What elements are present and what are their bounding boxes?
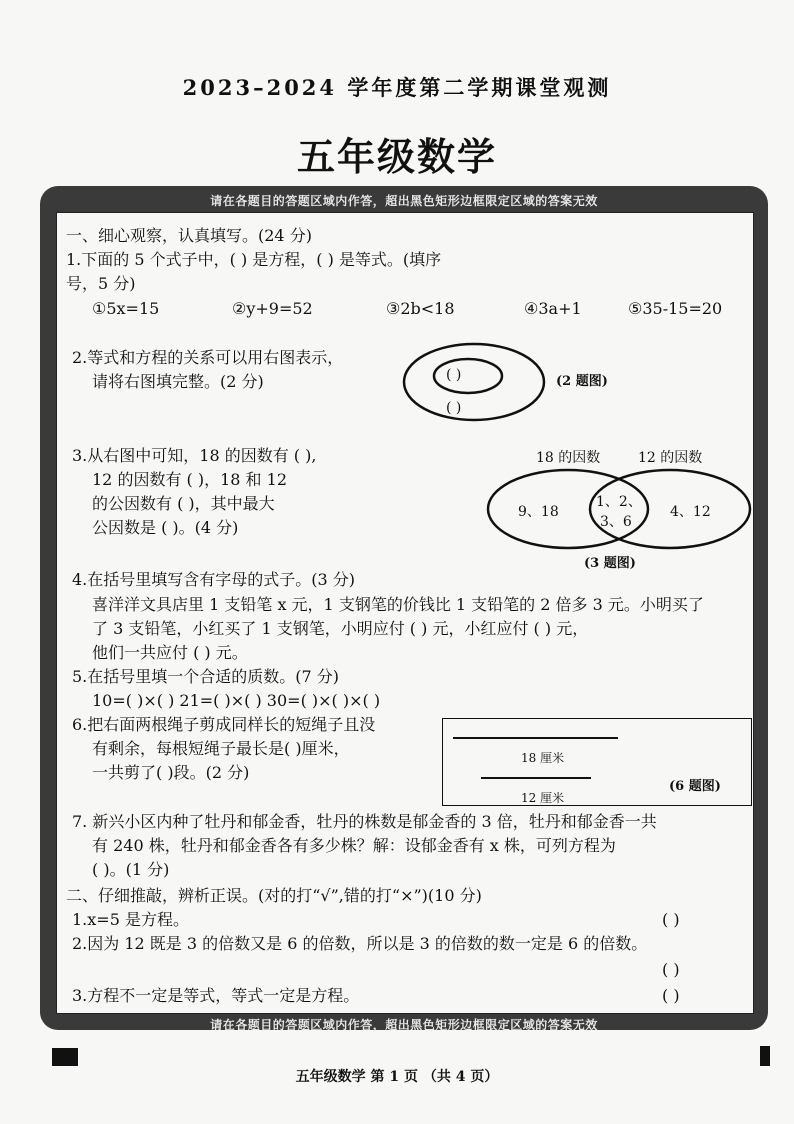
q6-caption: (6 题图) [669, 779, 721, 794]
q2-line2: 请将右图填完整。(2 分) [92, 372, 264, 391]
page-footer: 五年级数学 第 1 页 （共 4 页） [295, 1069, 499, 1085]
q2-caption: (2 题图) [556, 374, 608, 389]
school-year-title: 2023–2024 学年度第二学期课堂观测 [182, 75, 612, 100]
q7-line1: 7. 新兴小区内种了牡丹和郁金香，牡丹的株数是郁金香的 3 倍，牡丹和郁金香一共 [72, 812, 657, 831]
q6-line1: 6.把右面两根绳子剪成同样长的短绳子且没 [72, 715, 376, 734]
q4-line2: 喜洋洋文具店里 1 支铅笔 x 元，1 支钢笔的价钱比 1 支铅笔的 2 倍多 3 元。小明买了 [92, 595, 704, 614]
q2-venn-diagram [400, 340, 550, 426]
rope-18cm [453, 737, 618, 739]
q1-line2: 号，5 分) [66, 274, 136, 293]
q1-option-1: ①5x=15 [92, 299, 160, 318]
q3-common-row2: 3、6 [600, 514, 632, 530]
q3-common-row1: 1、2、 [596, 494, 642, 510]
q1-option-3: ③2b<18 [386, 299, 455, 318]
section1-heading: 一、细心观察，认真填写。(24 分) [66, 226, 312, 245]
notice-top: 请在各题目的答题区域内作答，超出黑色矩形边框限定区域的答案无效 [210, 194, 598, 208]
q2-inner-blank[interactable]: ( ) [446, 367, 462, 383]
q4-line1: 4.在括号里填写含有字母的式子。(3 分) [72, 570, 356, 589]
page-title: 五年级数学 [296, 134, 497, 179]
s2-q3-answer[interactable]: ( ) [662, 986, 680, 1005]
q1-option-2: ②y+9=52 [232, 299, 313, 318]
alignment-mark-left [52, 1048, 78, 1066]
s2-q3: 3.方程不一定是等式，等式一定是方程。 [72, 986, 360, 1005]
q3-label-12: 12 的因数 [638, 450, 703, 466]
q3-line3: 的公因数有 ( )，其中最大 [92, 494, 275, 513]
q7-line2: 有 240 株，牡丹和郁金香各有多少株？解：设郁金香有 x 株，可列方程为 [92, 836, 616, 855]
s2-q1-answer[interactable]: ( ) [662, 910, 680, 929]
notice-bottom: 请在各题目的答题区域内作答，超出黑色矩形边框限定区域的答案无效 [210, 1018, 598, 1032]
q6-rope-figure [442, 718, 752, 806]
s2-q2: 2.因为 12 既是 3 的倍数又是 6 的倍数，所以是 3 的倍数的数一定是 6 的倍数。 [72, 934, 648, 953]
q1-option-4: ④3a+1 [524, 299, 582, 318]
q3-line1: 3.从右图中可知，18 的因数有 ( ), [72, 446, 317, 465]
q5-line1: 5.在括号里填一个合适的质数。(7 分) [72, 667, 340, 686]
rope-18cm-label: 18 厘米 [521, 751, 565, 765]
q6-line2: 有剩余，每根短绳子最长是( )厘米， [92, 739, 350, 758]
q4-line4: 他们一共应付 ( ) 元。 [92, 643, 248, 662]
q1-line1: 1.下面的 5 个式子中，( ) 是方程，( ) 是等式。(填序 [66, 250, 442, 269]
q3-caption: (3 题图) [584, 556, 636, 571]
q3-label-18: 18 的因数 [536, 450, 601, 466]
q3-left-only: 9、18 [518, 504, 559, 520]
section2-heading: 二、仔细推敲，辨析正误。(对的打“√”,错的打“×”)(10 分) [66, 886, 482, 905]
q3-line4: 公因数是 ( )。(4 分) [92, 518, 239, 537]
q2-line1: 2.等式和方程的关系可以用右图表示， [72, 348, 344, 367]
q3-right-only: 4、12 [670, 504, 711, 520]
s2-q1: 1.x=5 是方程。 [72, 910, 189, 929]
rope-12cm [481, 777, 591, 779]
alignment-mark-right [760, 1046, 770, 1066]
s2-q2-answer[interactable]: ( ) [662, 960, 680, 979]
q3-line2: 12 的因数有 ( )，18 和 12 [92, 470, 287, 489]
q7-line3: ( )。(1 分) [92, 860, 170, 879]
q5-line2: 10=( )×( ) 21=( )×( ) 30=( )×( )×( ) [92, 691, 381, 710]
q6-line3: 一共剪了( )段。(2 分) [92, 763, 250, 782]
q2-outer-blank[interactable]: ( ) [446, 400, 462, 416]
rope-12cm-label: 12 厘米 [521, 791, 565, 805]
q1-option-5: ⑤35-15=20 [628, 299, 723, 318]
q4-line3: 了 3 支铅笔，小红买了 1 支钢笔，小明应付 ( ) 元，小红应付 ( ) 元， [92, 619, 589, 638]
